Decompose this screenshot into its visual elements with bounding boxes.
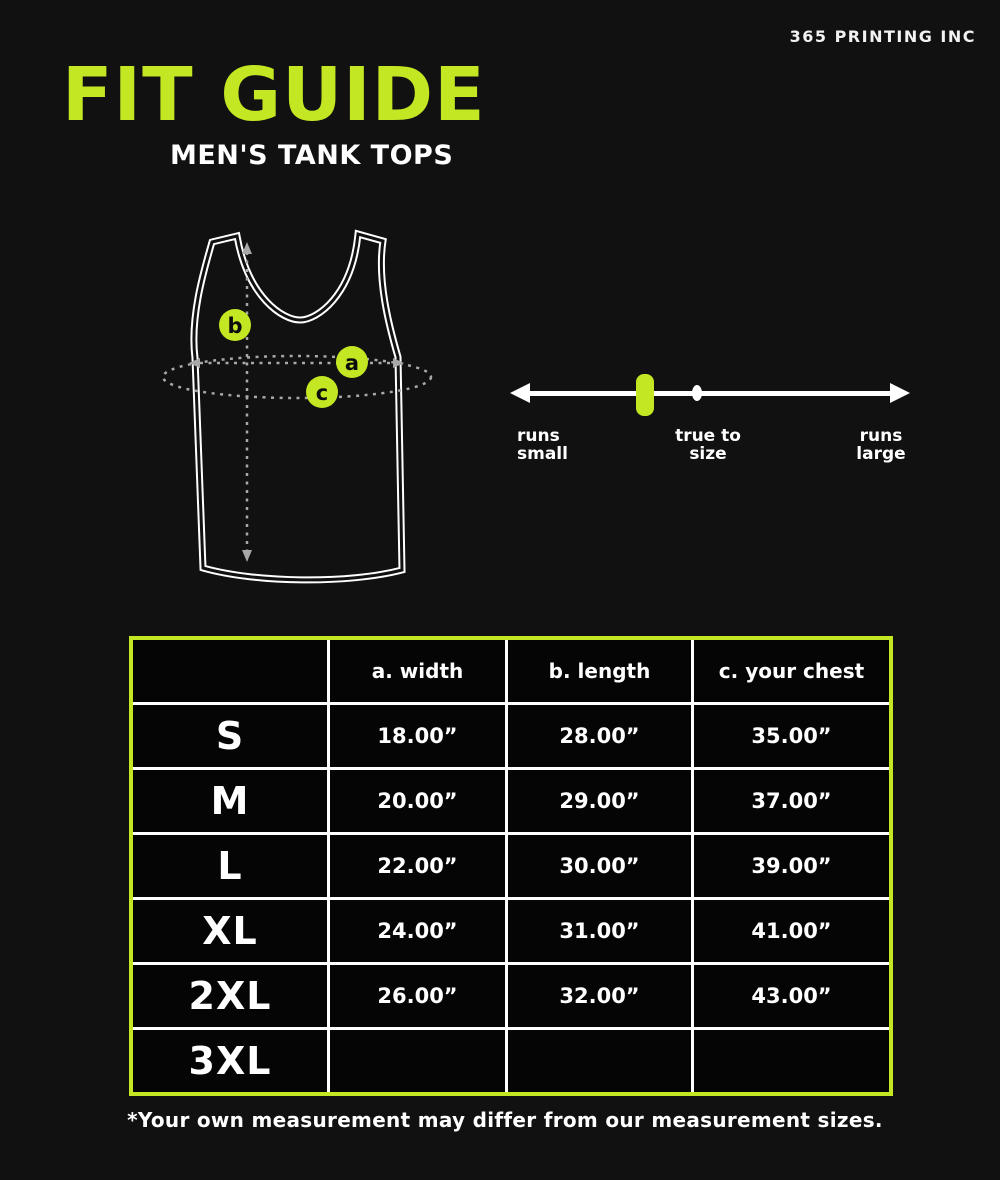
marker-b-label: b [227,314,243,338]
header-length: b. length [508,640,691,702]
label-runs-large [830,427,932,463]
row-m-size: M [133,770,327,832]
header-width: a. width [330,640,505,702]
label-true-to-size-line1: true to [675,426,741,446]
tank-outline [194,234,402,580]
row-l-length: 30.00” [508,835,691,897]
row-3xl-chest [694,1030,889,1092]
scale-line [526,391,895,396]
row-3xl-width [330,1030,505,1092]
page-title: FIT GUIDE [62,52,486,138]
row-2xl-size: 2XL [133,965,327,1027]
row-m-chest: 37.00” [694,770,889,832]
label-runs-small-line2: small [517,444,568,464]
row-3xl-size: 3XL [133,1030,327,1092]
row-2xl-width: 26.00” [330,965,505,1027]
footnote: *Your own measurement may differ from our measurement sizes. [127,1108,883,1132]
label-runs-large-line1: runs [859,426,903,446]
label-runs-large-line2: large [856,444,906,464]
row-s-size: S [133,705,327,767]
row-s-length: 28.00” [508,705,691,767]
row-2xl-length: 32.00” [508,965,691,1027]
row-xl-length: 31.00” [508,900,691,962]
marker-a-label: a [344,351,360,375]
label-runs-small-line1: runs [517,426,560,446]
scale-right-arrowhead-icon [890,383,910,403]
row-s-width: 18.00” [330,705,505,767]
row-xl-chest: 41.00” [694,900,889,962]
tank-top-illustration [148,218,484,602]
row-s-chest: 35.00” [694,705,889,767]
length-arrow-bottom [242,550,252,562]
row-xl-size: XL [133,900,327,962]
row-xl-width: 24.00” [330,900,505,962]
header-corner-cell [133,640,327,702]
row-l-width: 22.00” [330,835,505,897]
chest-measure-ellipse [163,356,431,398]
label-true-to-size-line2: size [689,444,727,464]
brand-name: 365 PRINTING INC [789,27,976,46]
row-m-width: 20.00” [330,770,505,832]
size-table [129,636,893,1096]
marker-c-label: c [315,381,329,405]
row-3xl-length [508,1030,691,1092]
fit-indicator-marker [636,374,654,416]
page-subtitle: MEN'S TANK TOPS [170,140,454,171]
row-2xl-chest: 43.00” [694,965,889,1027]
tank-outline-inner [194,234,402,580]
label-true-to-size [650,427,766,463]
row-l-size: L [133,835,327,897]
fit-scale [500,360,920,490]
label-runs-small [517,427,568,463]
header-chest: c. your chest [694,640,889,702]
row-l-chest: 39.00” [694,835,889,897]
scale-center-dot [692,385,702,401]
row-m-length: 29.00” [508,770,691,832]
length-arrow-top [242,242,252,254]
